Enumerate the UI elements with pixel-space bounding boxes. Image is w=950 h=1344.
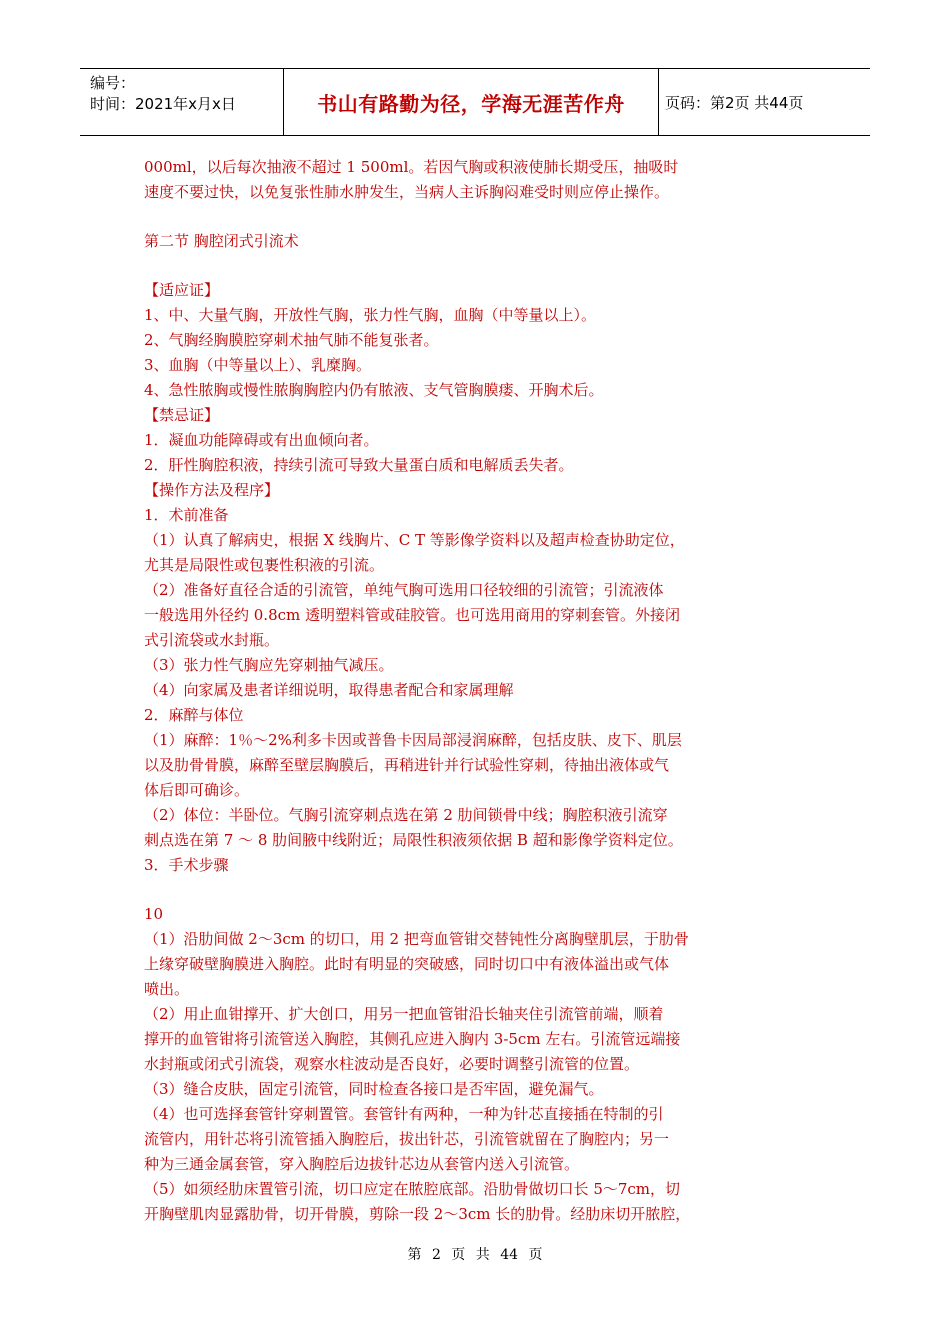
text-line: 1．凝血功能障碍或有出血倾向者。 xyxy=(144,431,379,449)
text-line: 刺点选在第 7 ～ 8 肋间腋中线附近；局限性积液须依据 B 超和影像学资料定位。 xyxy=(144,831,683,849)
text-line: 3．手术步骤 xyxy=(144,856,229,874)
text-line: （3）张力性气胸应先穿刺抽气减压。 xyxy=(144,656,394,674)
text-line: 一般选用外径约 0.8cm 透明塑料管或硅胶管。也可选用商用的穿刺套管。外接闭 xyxy=(144,606,681,624)
document-date: 时间：2021年x月x日 xyxy=(90,95,236,113)
blank-line xyxy=(144,205,809,229)
text-line: 2．肝性胸腔积液，持续引流可导致大量蛋白质和电解质丢失者。 xyxy=(144,456,574,474)
text-line: 2、气胸经胸膜腔穿刺术抽气肺不能复张者。 xyxy=(144,331,439,349)
text-line: 【禁忌证】 xyxy=(144,406,220,424)
text-line: 第二节 胸腔闭式引流术 xyxy=(144,232,299,250)
text-line: 式引流袋或水封瓶。 xyxy=(144,631,280,649)
text-line: 2．麻醉与体位 xyxy=(144,706,244,724)
text-line: （1）认真了解病史，根据 X 线胸片、C T 等影像学资料以及超声检查协助定位， xyxy=(144,531,685,549)
text-line: 1．术前准备 xyxy=(144,506,229,524)
text-line: 流管内，用针芯将引流管插入胸腔后，拔出针芯，引流管就留在了胸腔内；另一 xyxy=(144,1130,670,1148)
text-line: 10 xyxy=(144,905,164,923)
text-line: 000ml，以后每次抽液不超过 1 500ml。若因气胸或积液使肺长期受压，抽吸时 xyxy=(144,158,679,176)
text-line: （4）向家属及患者详细说明，取得患者配合和家属理解 xyxy=(144,681,514,699)
text-line: 上缘穿破壁胸膜进入胸腔。此时有明显的突破感，同时切口中有液体溢出或气体 xyxy=(144,955,670,973)
text-line: 体后即可确诊。 xyxy=(144,781,250,799)
blank-line xyxy=(144,254,809,278)
text-line: （5）如须经肋床置管引流，切口应定在脓腔底部。沿肋骨做切口长 5～7cm，切 xyxy=(144,1180,681,1198)
text-line: 4、急性脓胸或慢性脓胸胸腔内仍有脓液、支气管胸膜瘘、开胸术后。 xyxy=(144,381,604,399)
text-line: （2）准备好直径合适的引流管，单纯气胸可选用口径较细的引流管；引流液体 xyxy=(144,581,664,599)
text-line: 种为三通金属套管，穿入胸腔后边拔针芯边从套管内送入引流管。 xyxy=(144,1155,580,1173)
text-line: 开胸壁肌肉显露肋骨，切开骨膜，剪除一段 2～3cm 长的肋骨。经肋床切开脓腔， xyxy=(144,1205,691,1223)
text-line: 【适应证】 xyxy=(144,281,220,299)
text-line: （4）也可选择套管针穿刺置管。套管针有两种，一种为针芯直接插在特制的引 xyxy=(144,1105,664,1123)
page-footer: 第 2 页 共 44 页 xyxy=(407,1247,543,1263)
text-line: 尤其是局限性或包裹性积液的引流。 xyxy=(144,556,385,574)
text-line: 1、中、大量气胸，开放性气胸，张力性气胸，血胸（中等量以上）。 xyxy=(144,306,597,324)
page-header xyxy=(80,68,870,136)
header-slogan: 书山有路勤为径，学海无涯苦作舟 xyxy=(283,69,659,135)
text-line: （3）缝合皮肤，固定引流管，同时检查各接口是否牢固，避免漏气。 xyxy=(144,1080,604,1098)
text-line: 水封瓶或闭式引流袋，观察水柱波动是否良好，必要时调整引流管的位置。 xyxy=(144,1055,640,1073)
text-line: 撑开的血管钳将引流管送入胸腔，其侧孔应进入胸内 3-5cm 左右。引流管远端接 xyxy=(144,1030,681,1048)
document-body xyxy=(144,155,809,1227)
text-line: 【操作方法及程序】 xyxy=(144,481,280,499)
text-line: 速度不要过快，以免复张性肺水肿发生，当病人主诉胸闷难受时则应停止操作。 xyxy=(144,183,670,201)
text-line: （1）麻醉：1％～2%利多卡因或普鲁卡因局部浸润麻醉，包括皮肤、皮下、肌层 xyxy=(144,731,682,749)
text-line: （2）体位：半卧位。气胸引流穿刺点选在第 2 肋间锁骨中线；胸腔积液引流穿 xyxy=(144,806,668,824)
text-line: 喷出。 xyxy=(144,980,190,998)
blank-line xyxy=(144,878,809,902)
text-line: 以及肋骨骨膜，麻醉至壁层胸膜后，再稍进针并行试验性穿刺，待抽出液体或气 xyxy=(144,756,670,774)
text-line: （1）沿肋间做 2～3cm 的切口，用 2 把弯血管钳交替钝性分离胸壁肌层，于肋骨 xyxy=(144,930,689,948)
header-meta xyxy=(80,69,283,135)
text-line: 3、血胸（中等量以上）、乳糜胸。 xyxy=(144,356,372,374)
text-line: （2）用止血钳撑开、扩大创口，用另一把血管钳沿长轴夹住引流管前端，顺着 xyxy=(144,1005,664,1023)
document-number: 编号： xyxy=(90,74,136,92)
header-page-number: 页码：第2页 共44页 xyxy=(665,93,804,112)
